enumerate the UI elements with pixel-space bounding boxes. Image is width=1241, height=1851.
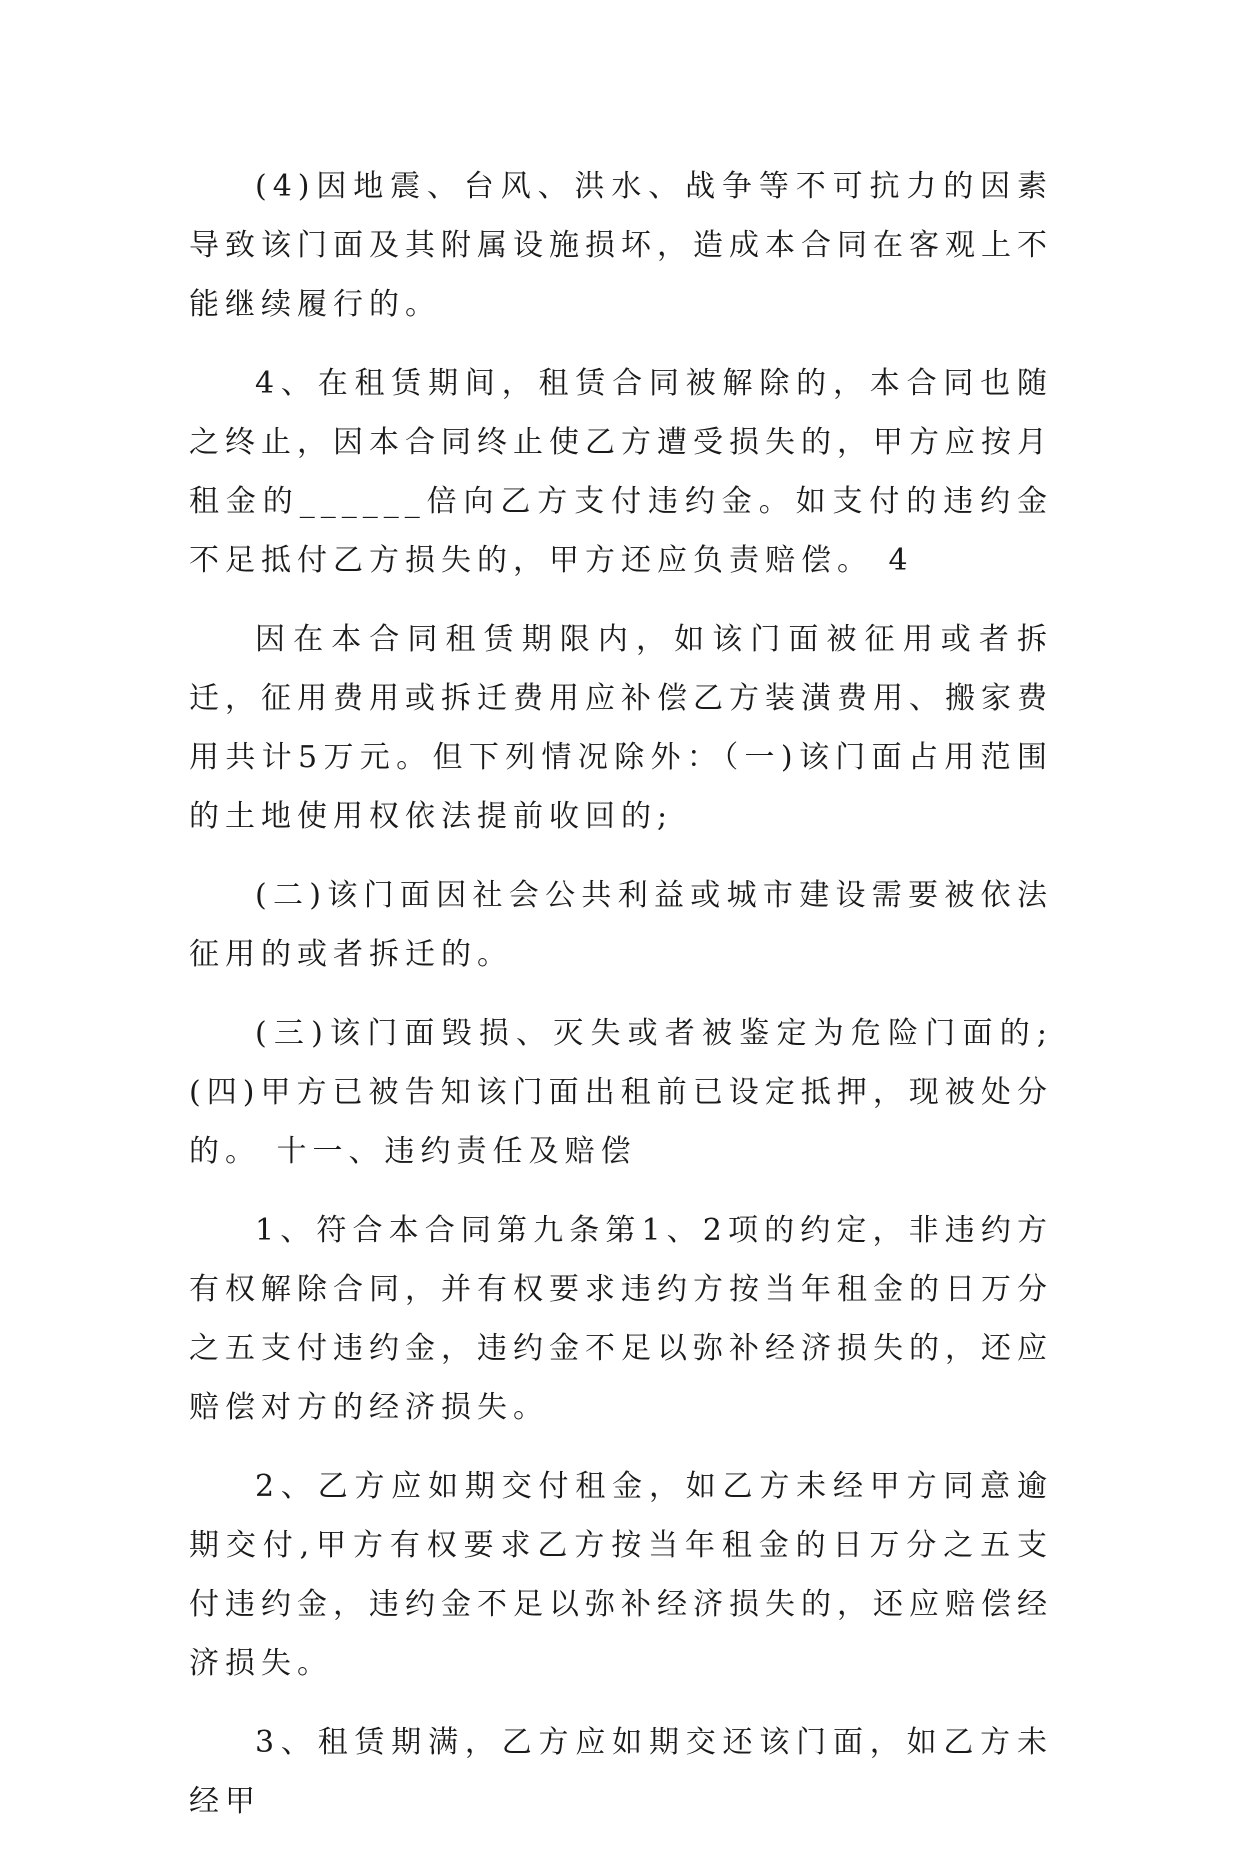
paragraph-force-majeure: (4)因地震、台风、洪水、战争等不可抗力的因素导致该门面及其附属设施损坏，造成本合同在客观上不能继续履行的。 (189, 169, 1053, 322)
paragraph-contract-termination: 4、在租赁期间，租赁合同被解除的，本合同也随之终止，因本合同终止使乙方遭受损失的，甲方应按月租金的______倍向乙方支付违约金。如支付的违约金不足抵付乙方损失的，甲方还应负责赔偿。 4 (189, 366, 1053, 578)
paragraph-exception-two: (二)该门面因社会公共利益或城市建设需要被依法征用的或者拆迁的。 (189, 878, 1053, 972)
paragraph-liability-one: 1、符合本合同第九条第1、2项的约定，非违约方有权解除合同，并有权要求违约方按当年租金的日万分之五支付违约金，违约金不足以弥补经济损失的，还应赔偿对方的经济损失。 (189, 1213, 1053, 1425)
paragraph-expropriation: 因在本合同租赁期限内，如该门面被征用或者拆迁，征用费用或拆迁费用应补偿乙方装潢费用、搬家费用共计5万元。但下列情况除外：（一)该门面占用范围的土地使用权依法提前收回的; (189, 622, 1053, 834)
paragraph-liability-three: 3、租赁期满，乙方应如期交还该门面，如乙方未经甲 (189, 1725, 1053, 1819)
paragraph-liability-two: 2、乙方应如期交付租金，如乙方未经甲方同意逾期交付,甲方有权要求乙方按当年租金的日万分之五支付违约金，违约金不足以弥补经济损失的，还应赔偿经济损失。 (189, 1469, 1053, 1681)
paragraph-exception-three-four: (三)该门面毁损、灭失或者被鉴定为危险门面的;(四)甲方已被告知该门面出租前已设定抵押，现被处分的。 十一、违约责任及赔偿 (189, 1016, 1053, 1169)
document-body (189, 157, 1053, 1851)
